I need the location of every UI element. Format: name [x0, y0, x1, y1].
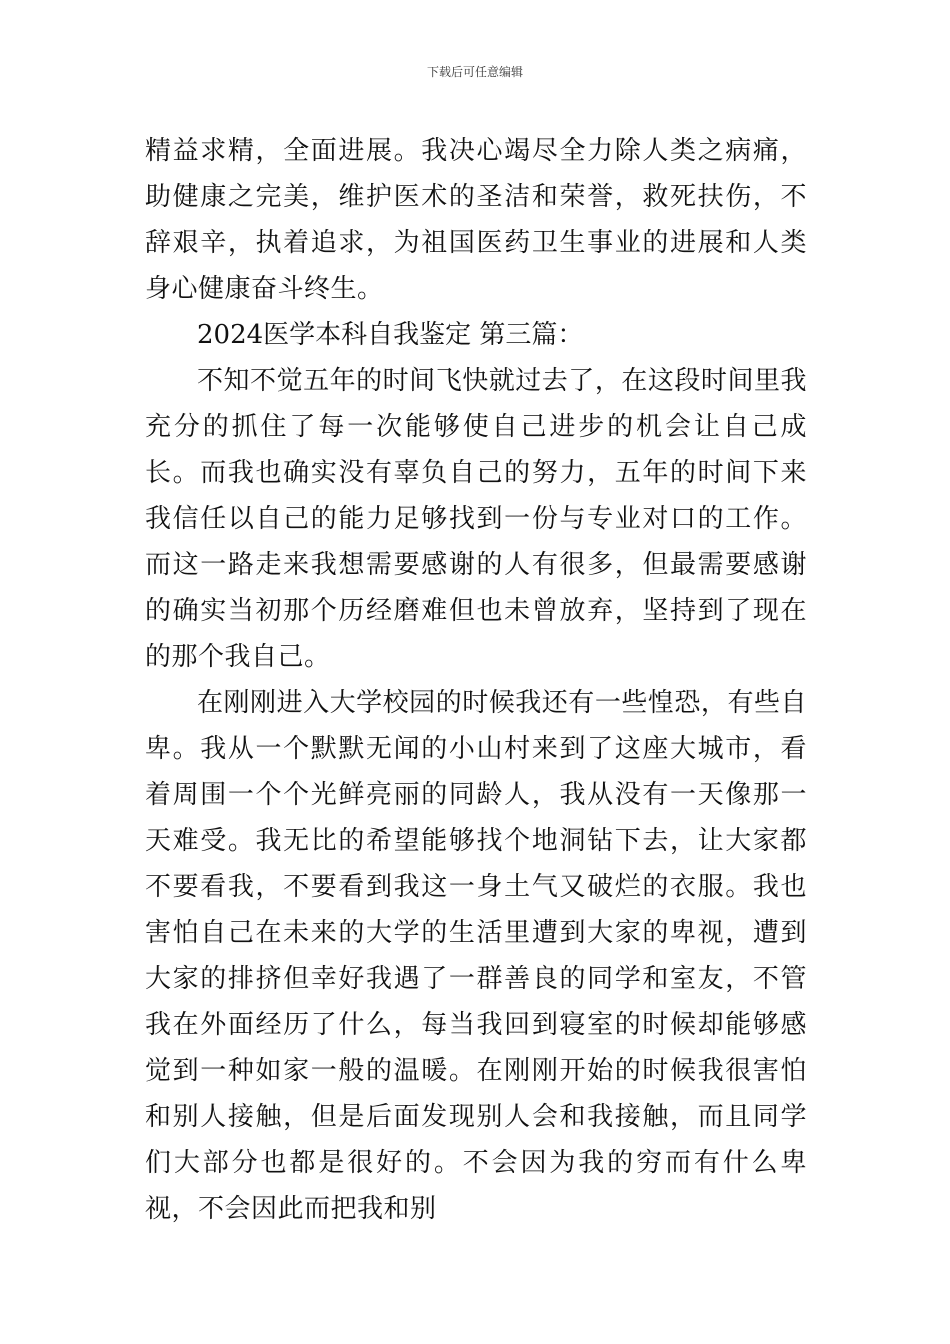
document-body	[145, 128, 807, 1232]
paragraph-continuation: 精益求精，全面进展。我决心竭尽全力除人类之病痛，助健康之完美，维护医术的圣洁和荣誉，救死扶伤，不辞艰辛，执着追求，为祖国医药卫生事业的进展和人类身心健康奋斗终生。	[145, 136, 807, 304]
section-heading: 2024医学本科自我鉴定 第三篇：	[197, 320, 584, 350]
page-header-note: 下载后可任意编辑	[426, 65, 523, 79]
paragraph-intro: 不知不觉五年的时间飞快就过去了，在这段时间里我充分的抓住了每一次能够使自己进步的机会让自己成长。而我也确实没有辜负自己的努力，五年的时间下来我信任以自己的能力足够找到一份与专业对口的工作。而这一路走来我想需要感谢的人有很多，但最需要感谢的确实当初那个历经磨难但也未曾放弃，坚持到了现在的那个我自己。	[145, 366, 807, 672]
paragraph-college-start: 在刚刚进入大学校园的时候我还有一些惶恐，有些自卑。我从一个默默无闻的小山村来到了这座大城市，看着周围一个个光鲜亮丽的同龄人，我从没有一天像那一天难受。我无比的希望能够找个地洞钻下去，让大家都不要看我，不要看到我这一身土气又破烂的衣服。我也害怕自己在未来的大学的生活里遭到大家的卑视，遭到大家的排挤但幸好我遇了一群善良的同学和室友，不管我在外面经历了什么，每当我回到寝室的时候却能够感觉到一种如家一般的温暖。在刚刚开始的时候我很害怕和别人接触，但是后面发现别人会和我接触，而且同学们大部分也都是很好的。不会因为我的穷而有什么卑视，不会因此而把我和别	[145, 688, 807, 1224]
